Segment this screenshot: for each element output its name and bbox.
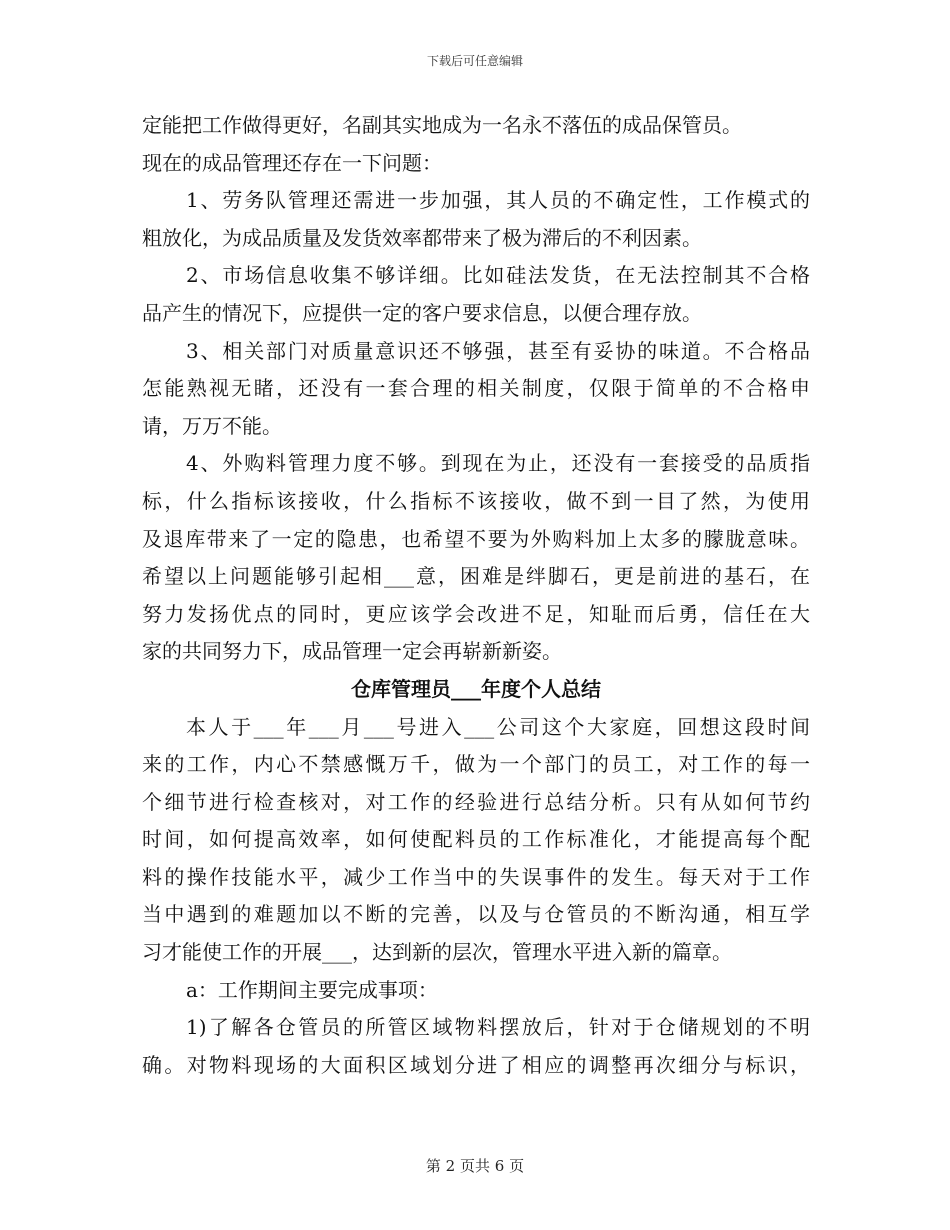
body-line: a：工作期间主要完成事项： [186,977,438,1002]
body-line: 粗放化，为成品质量及发货效率都带来了极为滞后的不利因素。 [142,225,702,250]
body-line: 标，什么指标该接收，什么指标不该接收，做不到一目了然，为使用 [142,488,810,513]
body-line: 1、劳务队管理还需进一步加强，其人员的不确定性，工作模式的 [186,188,810,213]
body-line: 现在的成品管理还存在一下问题： [142,150,442,175]
body-line: 定能把工作做得更好，名副其实地成为一名永不落伍的成品保管员。 [142,113,742,137]
body-line: 确。对物料现场的大面积区域划分进了相应的调整再次细分与标识， [142,1052,810,1077]
body-line: 习才能使工作的开展___，达到新的层次，管理水平进入新的篇章。 [142,940,732,965]
body-line: 希望以上问题能够引起相___意，困难是绊脚石，更是前进的基石，在 [142,564,810,589]
body-line: 家的共同努力下，成品管理一定会再崭新新姿。 [142,639,562,664]
body-line: 料的操作技能水平，减少工作当中的失误事件的发生。每天对于工作 [142,864,810,889]
body-line: 3、相关部门对质量意识还不够强，甚至有妥协的味道。不合格品 [186,338,810,363]
body-line: 请，万万不能。 [142,413,282,438]
body-line: 品产生的情况下，应提供一定的客户要求信息，以便合理存放。 [142,300,702,325]
page-header: 下载后可任意编辑 [426,54,523,68]
body-line: 本人于___年___月___号进入___公司这个大家庭，回想这段时间 [186,714,810,739]
body-line: 1)了解各仓管员的所管区域物料摆放后，针对于仓储规划的不明 [186,1015,810,1040]
body-line: 2、市场信息收集不够详细。比如硅法发货，在无法控制其不合格 [186,263,810,288]
body-line: 及退库带来了一定的隐患，也希望不要为外购料加上太多的朦胧意味。 [142,526,810,551]
body-line: 怎能熟视无睹，还没有一套合理的相关制度，仅限于简单的不合格申 [142,376,810,401]
section-heading: 仓库管理员___年度个人总结 [351,676,601,701]
page-number: 第 2 页共 6 页 [425,1157,525,1175]
body-line: 个细节进行检查核对，对工作的经验进行总结分析。只有从如何节约 [142,789,810,814]
body-line: 努力发扬优点的同时，更应该学会改进不足，知耻而后勇，信任在大 [142,601,810,626]
body-line: 4、外购料管理力度不够。到现在为止，还没有一套接受的品质指 [186,451,810,476]
body-line: 时间，如何提高效率，如何使配料员的工作标准化，才能提高每个配 [142,827,810,852]
document-body [142,107,810,1084]
body-line: 来的工作，内心不禁感慨万千，做为一个部门的员工，对工作的每一 [142,752,810,777]
body-line: 当中遇到的难题加以不断的完善，以及与仓管员的不断沟通，相互学 [142,902,810,927]
